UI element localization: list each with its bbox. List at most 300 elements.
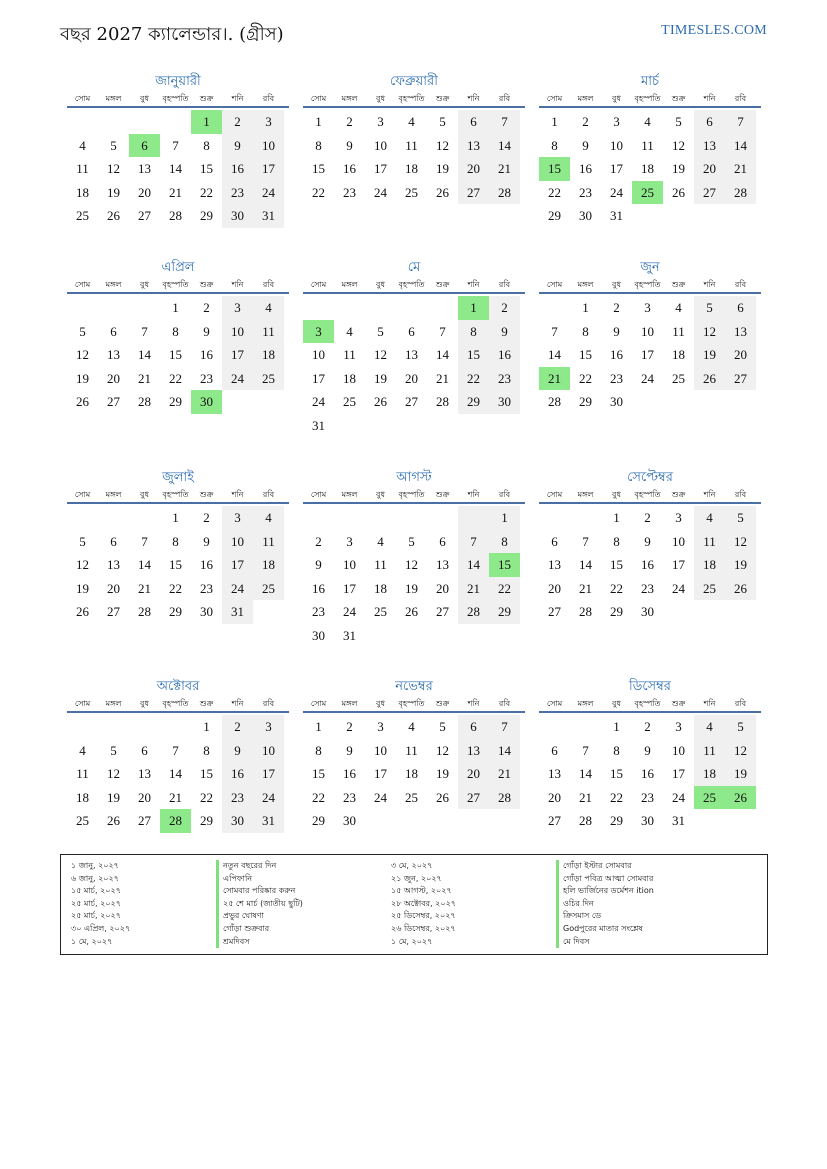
day-cell[interactable]: 14 — [436, 347, 449, 363]
day-cell[interactable]: 26 — [436, 789, 449, 805]
day-cell[interactable]: 31 — [253, 809, 284, 833]
day-cell[interactable]: 3 — [644, 300, 651, 315]
day-cell[interactable]: 21 — [579, 789, 592, 805]
day-cell[interactable]: 16 — [222, 762, 253, 786]
day-cell[interactable]: 17 — [343, 580, 356, 596]
day-cell[interactable]: 3 — [253, 110, 284, 134]
day-cell[interactable]: 7 — [582, 533, 589, 549]
day-cell[interactable]: 16 — [641, 557, 654, 573]
day-cell[interactable]: 23 — [222, 181, 253, 205]
holiday-day-cell[interactable]: 25 — [694, 786, 725, 810]
day-cell[interactable]: 20 — [725, 343, 756, 367]
day-cell[interactable]: 5 — [79, 533, 86, 549]
day-cell[interactable]: 10 — [253, 739, 284, 763]
day-cell[interactable]: 9 — [203, 323, 210, 339]
holiday-day-cell[interactable]: 6 — [129, 134, 160, 158]
day-cell[interactable]: 9 — [346, 742, 353, 758]
day-cell[interactable]: 5 — [408, 533, 415, 549]
day-cell[interactable]: 25 — [76, 208, 89, 224]
day-cell[interactable]: 26 — [405, 604, 418, 620]
day-cell[interactable]: 18 — [694, 553, 725, 577]
day-cell[interactable]: 23 — [610, 370, 623, 386]
day-cell[interactable]: 14 — [138, 557, 151, 573]
day-cell[interactable]: 5 — [439, 719, 446, 734]
day-cell[interactable]: 28 — [548, 394, 561, 410]
day-cell[interactable]: 22 — [200, 789, 213, 805]
day-cell[interactable]: 27 — [138, 813, 151, 829]
day-cell[interactable]: 10 — [343, 557, 356, 573]
day-cell[interactable]: 2 — [346, 114, 353, 129]
day-cell[interactable]: 11 — [405, 742, 418, 758]
day-cell[interactable]: 17 — [610, 161, 623, 177]
day-cell[interactable]: 12 — [694, 320, 725, 344]
day-cell[interactable]: 27 — [405, 394, 418, 410]
day-cell[interactable]: 28 — [169, 208, 182, 224]
day-cell[interactable]: 14 — [169, 766, 182, 782]
day-cell[interactable]: 25 — [76, 813, 89, 829]
day-cell[interactable]: 11 — [405, 137, 418, 153]
day-cell[interactable]: 20 — [458, 762, 489, 786]
day-cell[interactable]: 1 — [172, 300, 179, 315]
day-cell[interactable]: 3 — [222, 296, 253, 320]
day-cell[interactable]: 12 — [405, 557, 418, 573]
day-cell[interactable]: 14 — [169, 161, 182, 177]
day-cell[interactable]: 14 — [458, 553, 489, 577]
day-cell[interactable]: 23 — [343, 184, 356, 200]
day-cell[interactable]: 5 — [694, 296, 725, 320]
day-cell[interactable]: 6 — [110, 533, 117, 549]
day-cell[interactable]: 17 — [374, 161, 387, 177]
day-cell[interactable]: 7 — [489, 715, 520, 739]
day-cell[interactable]: 22 — [548, 184, 561, 200]
day-cell[interactable]: 21 — [138, 580, 151, 596]
day-cell[interactable]: 12 — [76, 557, 89, 573]
day-cell[interactable]: 20 — [138, 184, 151, 200]
day-cell[interactable]: 4 — [346, 323, 353, 339]
day-cell[interactable]: 27 — [725, 367, 756, 391]
day-cell[interactable]: 28 — [138, 394, 151, 410]
day-cell[interactable]: 17 — [672, 557, 685, 573]
day-cell[interactable]: 2 — [222, 715, 253, 739]
day-cell[interactable]: 12 — [107, 161, 120, 177]
day-cell[interactable]: 9 — [222, 134, 253, 158]
day-cell[interactable]: 9 — [582, 137, 589, 153]
day-cell[interactable]: 12 — [76, 347, 89, 363]
day-cell[interactable]: 15 — [610, 557, 623, 573]
day-cell[interactable]: 28 — [579, 604, 592, 620]
day-cell[interactable]: 22 — [610, 789, 623, 805]
day-cell[interactable]: 16 — [312, 580, 325, 596]
day-cell[interactable]: 19 — [76, 370, 89, 386]
day-cell[interactable]: 4 — [408, 719, 415, 734]
day-cell[interactable]: 30 — [200, 604, 213, 620]
day-cell[interactable]: 19 — [374, 370, 387, 386]
day-cell[interactable]: 18 — [76, 184, 89, 200]
day-cell[interactable]: 15 — [200, 161, 213, 177]
day-cell[interactable]: 28 — [436, 394, 449, 410]
day-cell[interactable]: 2 — [203, 510, 210, 525]
day-cell[interactable]: 24 — [610, 184, 623, 200]
day-cell[interactable]: 4 — [644, 114, 651, 129]
day-cell[interactable]: 26 — [107, 813, 120, 829]
day-cell[interactable]: 29 — [169, 394, 182, 410]
day-cell[interactable]: 22 — [169, 370, 182, 386]
day-cell[interactable]: 9 — [203, 533, 210, 549]
day-cell[interactable]: 2 — [489, 296, 520, 320]
day-cell[interactable]: 24 — [343, 604, 356, 620]
day-cell[interactable]: 9 — [346, 137, 353, 153]
holiday-day-cell[interactable]: 3 — [303, 320, 334, 344]
day-cell[interactable]: 22 — [200, 184, 213, 200]
day-cell[interactable]: 13 — [548, 557, 561, 573]
day-cell[interactable]: 16 — [200, 557, 213, 573]
day-cell[interactable]: 7 — [172, 137, 179, 153]
day-cell[interactable]: 17 — [253, 762, 284, 786]
day-cell[interactable]: 6 — [408, 323, 415, 339]
day-cell[interactable]: 10 — [672, 742, 685, 758]
day-cell[interactable]: 24 — [672, 789, 685, 805]
day-cell[interactable]: 21 — [489, 762, 520, 786]
day-cell[interactable]: 4 — [408, 114, 415, 129]
day-cell[interactable]: 26 — [76, 604, 89, 620]
day-cell[interactable]: 25 — [374, 604, 387, 620]
day-cell[interactable]: 18 — [672, 347, 685, 363]
day-cell[interactable]: 3 — [346, 533, 353, 549]
day-cell[interactable]: 23 — [579, 184, 592, 200]
day-cell[interactable]: 26 — [725, 577, 756, 601]
day-cell[interactable]: 27 — [458, 786, 489, 810]
day-cell[interactable]: 12 — [672, 137, 685, 153]
day-cell[interactable]: 31 — [253, 204, 284, 228]
day-cell[interactable]: 21 — [169, 789, 182, 805]
day-cell[interactable]: 20 — [436, 580, 449, 596]
day-cell[interactable]: 1 — [613, 510, 620, 525]
day-cell[interactable]: 29 — [458, 390, 489, 414]
day-cell[interactable]: 7 — [439, 323, 446, 339]
day-cell[interactable]: 29 — [200, 813, 213, 829]
day-cell[interactable]: 8 — [203, 742, 210, 758]
day-cell[interactable]: 16 — [222, 157, 253, 181]
day-cell[interactable]: 4 — [79, 137, 86, 153]
day-cell[interactable]: 24 — [312, 394, 325, 410]
day-cell[interactable]: 28 — [579, 813, 592, 829]
day-cell[interactable]: 20 — [107, 580, 120, 596]
day-cell[interactable]: 23 — [641, 789, 654, 805]
day-cell[interactable]: 16 — [343, 161, 356, 177]
day-cell[interactable]: 14 — [725, 134, 756, 158]
day-cell[interactable]: 13 — [458, 134, 489, 158]
day-cell[interactable]: 25 — [672, 370, 685, 386]
day-cell[interactable]: 11 — [76, 161, 89, 177]
day-cell[interactable]: 29 — [610, 813, 623, 829]
day-cell[interactable]: 2 — [346, 719, 353, 734]
day-cell[interactable]: 16 — [200, 347, 213, 363]
day-cell[interactable]: 24 — [253, 786, 284, 810]
day-cell[interactable]: 27 — [548, 604, 561, 620]
day-cell[interactable]: 10 — [222, 320, 253, 344]
day-cell[interactable]: 10 — [610, 137, 623, 153]
day-cell[interactable]: 6 — [439, 533, 446, 549]
holiday-day-cell[interactable]: 26 — [725, 786, 756, 810]
day-cell[interactable]: 18 — [343, 370, 356, 386]
day-cell[interactable]: 21 — [458, 577, 489, 601]
day-cell[interactable]: 15 — [458, 343, 489, 367]
day-cell[interactable]: 7 — [458, 530, 489, 554]
day-cell[interactable]: 30 — [222, 809, 253, 833]
day-cell[interactable]: 27 — [436, 604, 449, 620]
day-cell[interactable]: 3 — [377, 719, 384, 734]
day-cell[interactable]: 8 — [489, 530, 520, 554]
day-cell[interactable]: 3 — [222, 506, 253, 530]
day-cell[interactable]: 16 — [610, 347, 623, 363]
day-cell[interactable]: 18 — [405, 766, 418, 782]
day-cell[interactable]: 21 — [436, 370, 449, 386]
day-cell[interactable]: 7 — [489, 110, 520, 134]
day-cell[interactable]: 22 — [610, 580, 623, 596]
day-cell[interactable]: 20 — [548, 789, 561, 805]
day-cell[interactable]: 9 — [644, 742, 651, 758]
day-cell[interactable]: 27 — [458, 181, 489, 205]
day-cell[interactable]: 17 — [374, 766, 387, 782]
day-cell[interactable]: 23 — [312, 604, 325, 620]
day-cell[interactable]: 4 — [694, 506, 725, 530]
day-cell[interactable]: 30 — [641, 604, 654, 620]
day-cell[interactable]: 21 — [725, 157, 756, 181]
day-cell[interactable]: 1 — [613, 719, 620, 734]
day-cell[interactable]: 26 — [76, 394, 89, 410]
day-cell[interactable]: 19 — [436, 766, 449, 782]
day-cell[interactable]: 27 — [138, 208, 151, 224]
day-cell[interactable]: 24 — [222, 367, 253, 391]
day-cell[interactable]: 14 — [138, 347, 151, 363]
day-cell[interactable]: 23 — [489, 367, 520, 391]
day-cell[interactable]: 22 — [169, 580, 182, 596]
day-cell[interactable]: 24 — [253, 181, 284, 205]
day-cell[interactable]: 15 — [169, 557, 182, 573]
day-cell[interactable]: 2 — [582, 114, 589, 129]
day-cell[interactable]: 12 — [725, 739, 756, 763]
day-cell[interactable]: 14 — [489, 134, 520, 158]
day-cell[interactable]: 4 — [675, 300, 682, 315]
day-cell[interactable]: 1 — [172, 510, 179, 525]
day-cell[interactable]: 28 — [489, 181, 520, 205]
day-cell[interactable]: 21 — [169, 184, 182, 200]
day-cell[interactable]: 24 — [222, 577, 253, 601]
day-cell[interactable]: 14 — [579, 557, 592, 573]
day-cell[interactable]: 21 — [138, 370, 151, 386]
day-cell[interactable]: 17 — [312, 370, 325, 386]
day-cell[interactable]: 31 — [343, 627, 356, 643]
day-cell[interactable]: 11 — [253, 530, 284, 554]
day-cell[interactable]: 17 — [222, 343, 253, 367]
day-cell[interactable]: 27 — [548, 813, 561, 829]
day-cell[interactable]: 18 — [76, 789, 89, 805]
day-cell[interactable]: 4 — [79, 742, 86, 758]
day-cell[interactable]: 3 — [675, 510, 682, 525]
day-cell[interactable]: 8 — [582, 323, 589, 339]
day-cell[interactable]: 10 — [672, 533, 685, 549]
day-cell[interactable]: 30 — [343, 813, 356, 829]
day-cell[interactable]: 9 — [613, 323, 620, 339]
day-cell[interactable]: 5 — [377, 323, 384, 339]
day-cell[interactable]: 10 — [253, 134, 284, 158]
day-cell[interactable]: 25 — [343, 394, 356, 410]
day-cell[interactable]: 21 — [489, 157, 520, 181]
holiday-day-cell[interactable]: 1 — [458, 296, 489, 320]
day-cell[interactable]: 6 — [458, 110, 489, 134]
day-cell[interactable]: 17 — [672, 766, 685, 782]
holiday-day-cell[interactable]: 25 — [632, 181, 663, 205]
day-cell[interactable]: 9 — [222, 739, 253, 763]
day-cell[interactable]: 23 — [343, 789, 356, 805]
day-cell[interactable]: 13 — [725, 320, 756, 344]
day-cell[interactable]: 20 — [138, 789, 151, 805]
day-cell[interactable]: 30 — [610, 394, 623, 410]
holiday-day-cell[interactable]: 15 — [489, 553, 520, 577]
day-cell[interactable]: 25 — [253, 577, 284, 601]
day-cell[interactable]: 29 — [200, 208, 213, 224]
day-cell[interactable]: 19 — [725, 553, 756, 577]
day-cell[interactable]: 2 — [644, 719, 651, 734]
day-cell[interactable]: 1 — [582, 300, 589, 315]
day-cell[interactable]: 14 — [489, 739, 520, 763]
day-cell[interactable]: 7 — [141, 323, 148, 339]
day-cell[interactable]: 7 — [141, 533, 148, 549]
day-cell[interactable]: 30 — [579, 208, 592, 224]
day-cell[interactable]: 6 — [694, 110, 725, 134]
day-cell[interactable]: 8 — [613, 533, 620, 549]
day-cell[interactable]: 11 — [694, 530, 725, 554]
day-cell[interactable]: 23 — [641, 580, 654, 596]
day-cell[interactable]: 16 — [641, 766, 654, 782]
day-cell[interactable]: 8 — [315, 137, 322, 153]
day-cell[interactable]: 18 — [405, 161, 418, 177]
day-cell[interactable]: 19 — [107, 184, 120, 200]
day-cell[interactable]: 29 — [579, 394, 592, 410]
day-cell[interactable]: 4 — [377, 533, 384, 549]
day-cell[interactable]: 1 — [315, 114, 322, 129]
day-cell[interactable]: 2 — [315, 533, 322, 549]
day-cell[interactable]: 8 — [172, 533, 179, 549]
day-cell[interactable]: 9 — [644, 533, 651, 549]
day-cell[interactable]: 22 — [579, 370, 592, 386]
day-cell[interactable]: 22 — [458, 367, 489, 391]
day-cell[interactable]: 15 — [200, 766, 213, 782]
day-cell[interactable]: 30 — [489, 390, 520, 414]
day-cell[interactable]: 26 — [107, 208, 120, 224]
day-cell[interactable]: 5 — [79, 323, 86, 339]
day-cell[interactable]: 6 — [458, 715, 489, 739]
day-cell[interactable]: 10 — [641, 323, 654, 339]
day-cell[interactable]: 17 — [641, 347, 654, 363]
day-cell[interactable]: 8 — [203, 137, 210, 153]
day-cell[interactable]: 26 — [374, 394, 387, 410]
day-cell[interactable]: 25 — [694, 577, 725, 601]
day-cell[interactable]: 20 — [458, 157, 489, 181]
day-cell[interactable]: 18 — [641, 161, 654, 177]
day-cell[interactable]: 30 — [222, 204, 253, 228]
day-cell[interactable]: 27 — [694, 181, 725, 205]
day-cell[interactable]: 5 — [725, 506, 756, 530]
day-cell[interactable]: 7 — [551, 323, 558, 339]
day-cell[interactable]: 7 — [725, 110, 756, 134]
day-cell[interactable]: 26 — [672, 184, 685, 200]
day-cell[interactable]: 2 — [613, 300, 620, 315]
day-cell[interactable]: 13 — [138, 161, 151, 177]
day-cell[interactable]: 5 — [110, 137, 117, 153]
holiday-day-cell[interactable]: 21 — [539, 367, 570, 391]
day-cell[interactable]: 4 — [253, 296, 284, 320]
day-cell[interactable]: 18 — [694, 762, 725, 786]
day-cell[interactable]: 10 — [374, 742, 387, 758]
holiday-day-cell[interactable]: 1 — [191, 110, 222, 134]
day-cell[interactable]: 11 — [343, 347, 356, 363]
day-cell[interactable]: 19 — [694, 343, 725, 367]
day-cell[interactable]: 9 — [315, 557, 322, 573]
day-cell[interactable]: 3 — [253, 715, 284, 739]
day-cell[interactable]: 19 — [76, 580, 89, 596]
day-cell[interactable]: 10 — [312, 347, 325, 363]
day-cell[interactable]: 13 — [694, 134, 725, 158]
day-cell[interactable]: 23 — [222, 786, 253, 810]
day-cell[interactable]: 12 — [436, 137, 449, 153]
day-cell[interactable]: 2 — [222, 110, 253, 134]
day-cell[interactable]: 15 — [312, 766, 325, 782]
day-cell[interactable]: 15 — [169, 347, 182, 363]
day-cell[interactable]: 2 — [203, 300, 210, 315]
day-cell[interactable]: 1 — [551, 114, 558, 129]
day-cell[interactable]: 22 — [489, 577, 520, 601]
day-cell[interactable]: 23 — [200, 580, 213, 596]
day-cell[interactable]: 29 — [489, 600, 520, 624]
day-cell[interactable]: 28 — [458, 600, 489, 624]
day-cell[interactable]: 5 — [675, 114, 682, 129]
day-cell[interactable]: 25 — [253, 367, 284, 391]
day-cell[interactable]: 29 — [548, 208, 561, 224]
day-cell[interactable]: 22 — [312, 184, 325, 200]
day-cell[interactable]: 4 — [694, 715, 725, 739]
day-cell[interactable]: 5 — [110, 742, 117, 758]
day-cell[interactable]: 29 — [312, 813, 325, 829]
day-cell[interactable]: 9 — [489, 320, 520, 344]
day-cell[interactable]: 11 — [641, 137, 654, 153]
day-cell[interactable]: 20 — [548, 580, 561, 596]
day-cell[interactable]: 28 — [489, 786, 520, 810]
day-cell[interactable]: 1 — [489, 506, 520, 530]
day-cell[interactable]: 8 — [551, 137, 558, 153]
day-cell[interactable]: 17 — [253, 157, 284, 181]
day-cell[interactable]: 12 — [436, 742, 449, 758]
day-cell[interactable]: 11 — [253, 320, 284, 344]
day-cell[interactable]: 8 — [458, 320, 489, 344]
day-cell[interactable]: 15 — [579, 347, 592, 363]
day-cell[interactable]: 29 — [169, 604, 182, 620]
day-cell[interactable]: 23 — [200, 370, 213, 386]
day-cell[interactable]: 12 — [374, 347, 387, 363]
day-cell[interactable]: 3 — [613, 114, 620, 129]
holiday-day-cell[interactable]: 28 — [160, 809, 191, 833]
day-cell[interactable]: 10 — [222, 530, 253, 554]
day-cell[interactable]: 11 — [76, 766, 89, 782]
day-cell[interactable]: 10 — [374, 137, 387, 153]
day-cell[interactable]: 6 — [141, 742, 148, 758]
day-cell[interactable]: 16 — [579, 161, 592, 177]
day-cell[interactable]: 7 — [582, 742, 589, 758]
day-cell[interactable]: 13 — [458, 739, 489, 763]
day-cell[interactable]: 22 — [312, 789, 325, 805]
day-cell[interactable]: 6 — [110, 323, 117, 339]
day-cell[interactable]: 17 — [222, 553, 253, 577]
